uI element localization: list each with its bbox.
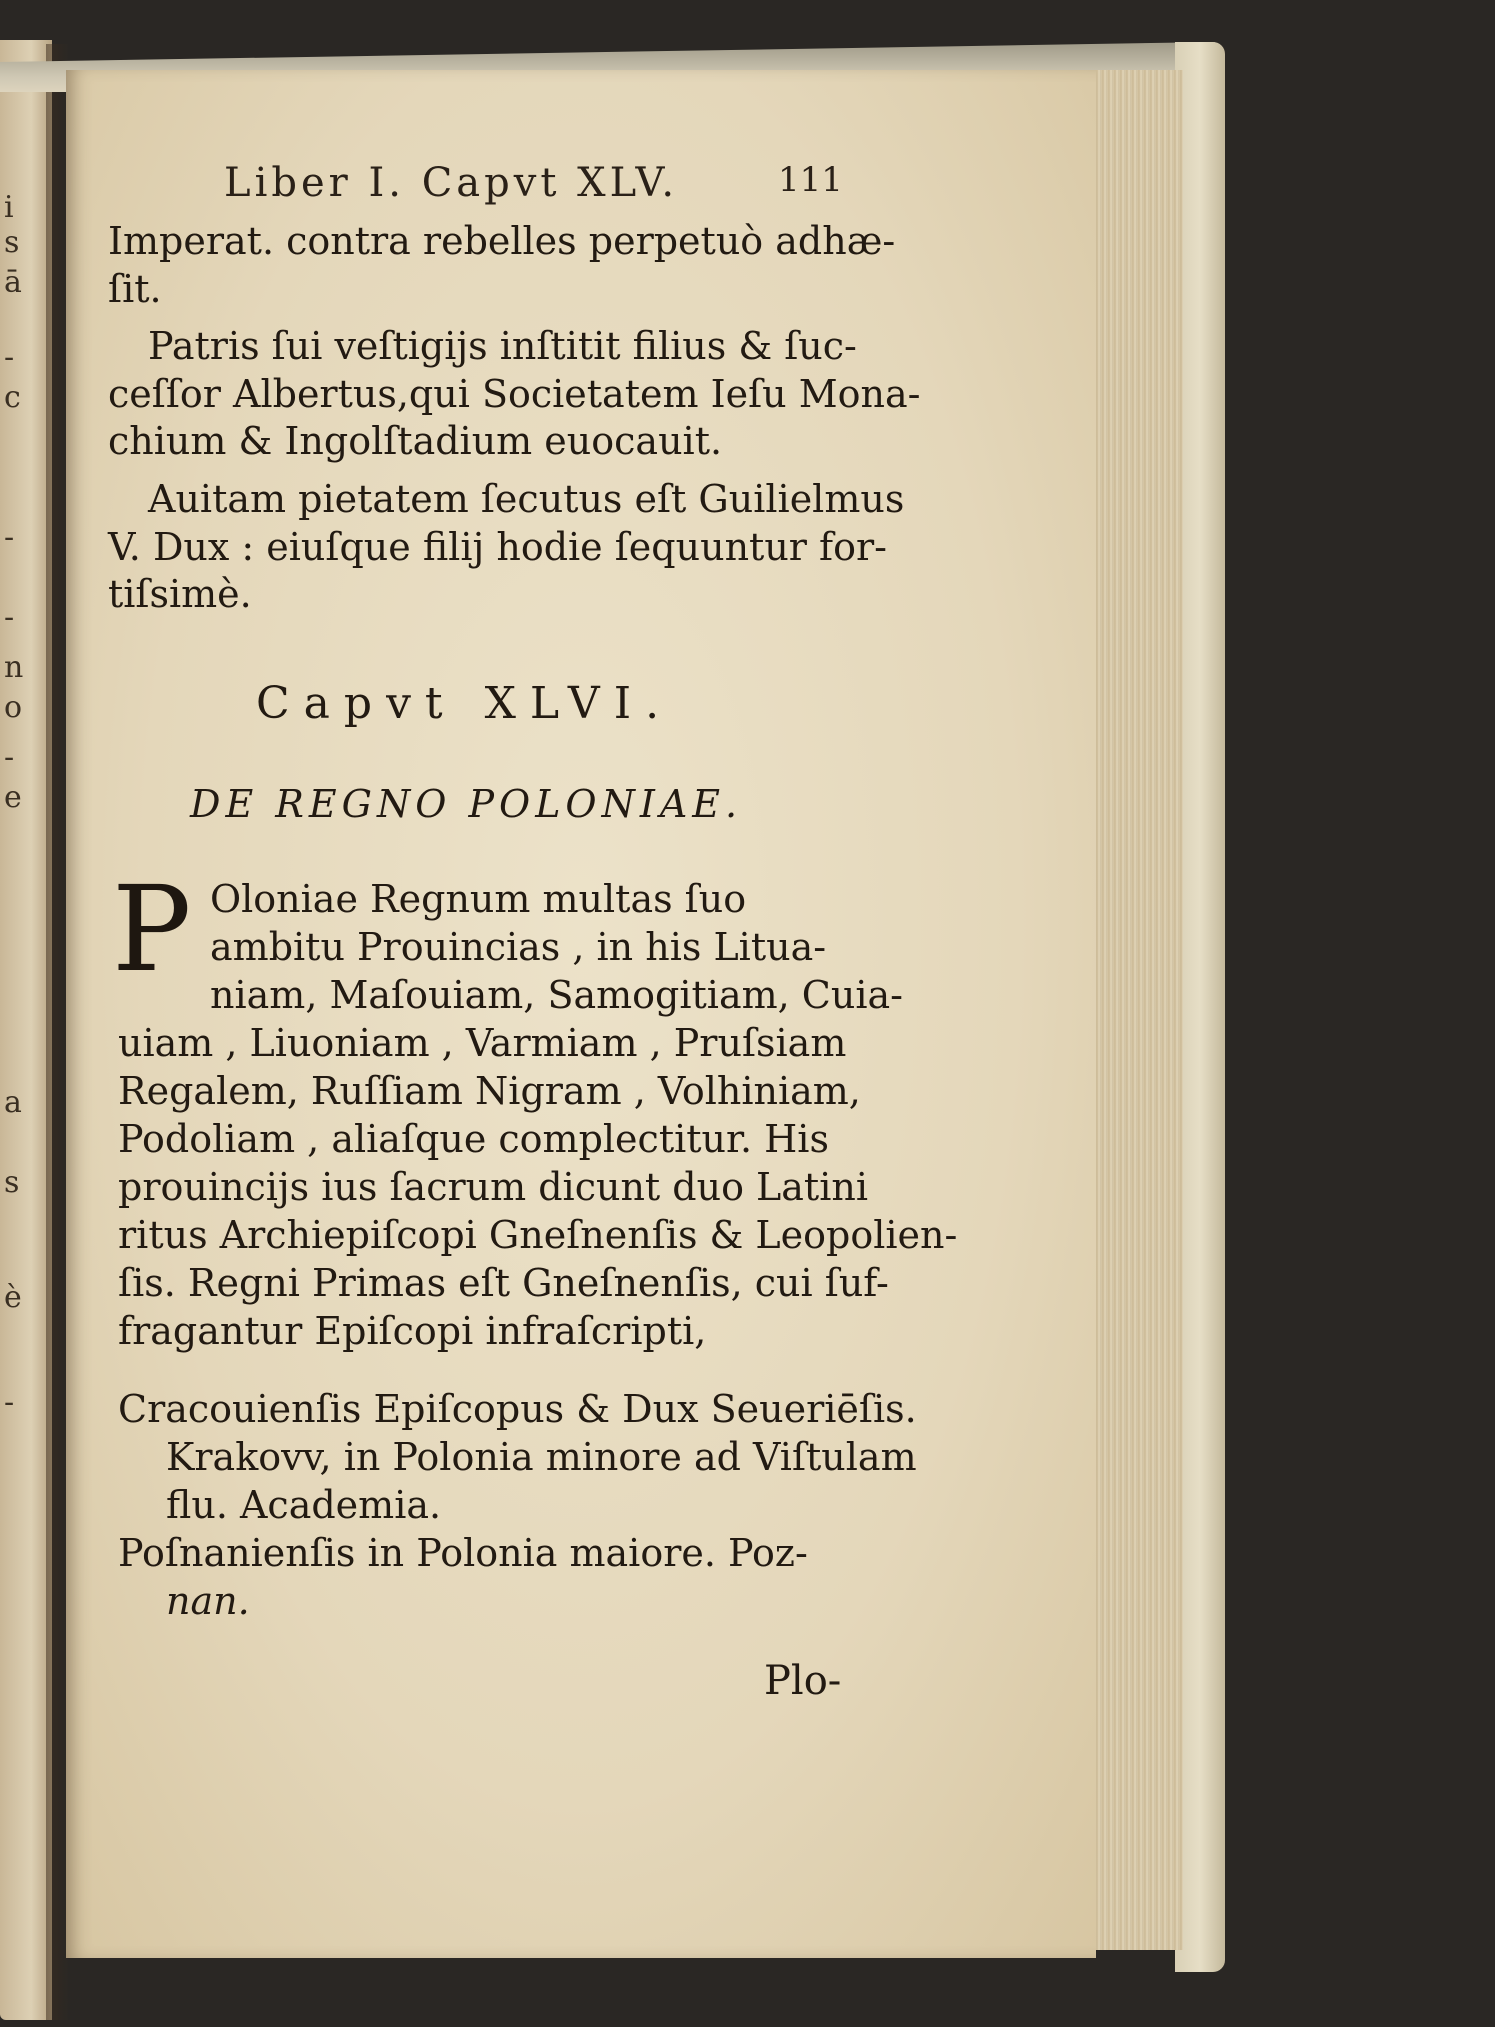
list-entry: Poſnanienſis in Polonia maiore. Poz- bbox=[118, 1531, 808, 1575]
text-line: chium & Ingolſtadium euocauit. bbox=[108, 419, 723, 463]
left-page-fragment: c bbox=[4, 380, 21, 415]
chapter-subheading: DE REGNO POLONIAE. bbox=[190, 782, 743, 826]
page-edges bbox=[1093, 70, 1183, 1950]
text-line: Patris ſui veſtigijs inſtitit filius & ſuc- bbox=[148, 324, 857, 368]
running-head: Liber I. Capvt XLV. bbox=[224, 160, 679, 206]
text-line: uiam , Liuoniam , Varmiam , Pruſsiam bbox=[118, 1021, 847, 1065]
text-line: Auitam pietatem ſecutus eſt Guilielmus bbox=[148, 477, 905, 521]
left-page-fragment: n bbox=[4, 650, 24, 685]
text-line: ritus Archiepiſcopi Gneſnenſis & Leopolien- bbox=[118, 1213, 958, 1257]
left-page-fragment: a bbox=[4, 1085, 22, 1120]
list-entry: flu. Academia. bbox=[166, 1483, 442, 1527]
book-page bbox=[66, 70, 1096, 1958]
list-entry: nan. bbox=[166, 1579, 250, 1623]
left-page-fragment: - bbox=[4, 600, 15, 635]
left-page-fragment: - bbox=[4, 740, 15, 775]
text-line: fragantur Epiſcopi infraſcripti, bbox=[118, 1309, 707, 1353]
text-line: Imperat. contra rebelles perpetuò adhæ- bbox=[108, 219, 896, 263]
text-line: Podoliam , aliaſque complectitur. His bbox=[118, 1117, 829, 1161]
left-page-fragment: - bbox=[4, 1385, 15, 1420]
text-line: ambitu Prouincias , in his Litua- bbox=[210, 925, 827, 969]
text-line: Oloniae Regnum multas ſuo bbox=[210, 877, 747, 921]
left-page-fragment: i bbox=[4, 190, 14, 225]
left-page-fragment: s bbox=[4, 225, 20, 260]
chapter-heading: Capvt XLVI. bbox=[256, 678, 674, 729]
page-number: 111 bbox=[778, 160, 843, 200]
catchword: Plo- bbox=[764, 1658, 842, 1704]
left-page-fragment: - bbox=[4, 340, 15, 375]
text-line: tiſsimè. bbox=[108, 572, 252, 616]
text-line: ſit. bbox=[108, 267, 162, 311]
left-page-fragment: - bbox=[4, 520, 15, 555]
left-page-fragment: ā bbox=[4, 265, 22, 300]
list-entry: Cracouienſis Epiſcopus & Dux Seueriēſis. bbox=[118, 1387, 917, 1431]
text-line: Regalem, Ruſſiam Nigram , Volhiniam, bbox=[118, 1069, 861, 1113]
text-line: ſis. Regni Primas eſt Gneſnenſis, cui ſuf- bbox=[118, 1261, 889, 1305]
left-page-fragment: e bbox=[4, 780, 22, 815]
list-entry: Krakovv, in Polonia minore ad Viſtulam bbox=[166, 1435, 917, 1479]
left-page-fragment: s bbox=[4, 1165, 20, 1200]
text-line: niam, Maſouiam, Samogitiam, Cuia- bbox=[210, 973, 903, 1017]
text-line: V. Dux : eiuſque filij hodie ſequuntur for- bbox=[108, 525, 887, 569]
left-page-fragment: o bbox=[4, 690, 23, 725]
text-line: ceſſor Albertus,qui Societatem Ieſu Mona- bbox=[108, 372, 921, 416]
text-line: prouincijs ius ſacrum dicunt duo Latini bbox=[118, 1165, 868, 1209]
left-page-fragment: è bbox=[4, 1280, 22, 1315]
left-facing-page bbox=[0, 40, 52, 2020]
drop-cap: P bbox=[112, 860, 192, 998]
